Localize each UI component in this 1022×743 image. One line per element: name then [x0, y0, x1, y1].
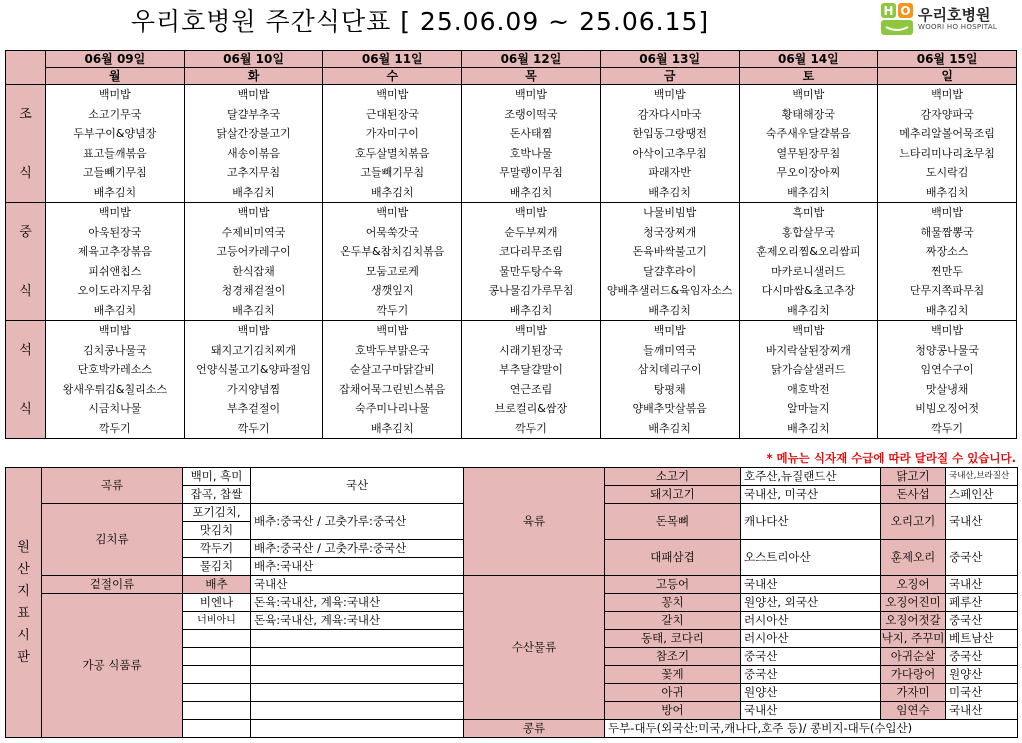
meat-origin: 캐나다산 — [741, 504, 881, 540]
menu-item: 마카로니샐러드 — [771, 264, 846, 278]
menu-item: 아삭이고추무침 — [632, 146, 707, 160]
hospital-logo — [880, 2, 1020, 42]
menu-item: 새송이볶음 — [226, 146, 281, 160]
day-menu — [462, 85, 601, 203]
seafood-origin: 국내산 — [741, 576, 881, 594]
menu-item: 바지락살된장찌개 — [765, 343, 851, 357]
seafood-item: 고등어 — [605, 576, 741, 594]
seafood-item-b: 낙지, 주꾸미 — [881, 630, 946, 648]
menu-item: 메추리알볼어묵조림 — [899, 127, 995, 140]
menu-item: 부추달걀말이 — [499, 363, 563, 376]
meat-origin-b: 국내산 — [946, 504, 1018, 540]
menu-item: 양배추맛살볶음 — [632, 402, 707, 415]
kimchi-category: 김치류 — [42, 504, 183, 576]
menu-item: 백미밥 — [515, 88, 547, 101]
menu-item: 백미밥 — [931, 88, 964, 101]
menu-item: 백미밥 — [237, 206, 270, 219]
menu-item: 닭가슴살샐러드 — [771, 363, 846, 376]
menu-item: 배추김치 — [232, 185, 275, 199]
day-weekday: 수 — [323, 68, 462, 85]
seafood-item: 꽁치 — [605, 594, 741, 612]
processed-origin-empty — [251, 648, 464, 666]
menu-item: 백미밥 — [98, 88, 131, 101]
seafood-item: 갈치 — [605, 612, 741, 630]
meal-row — [6, 321, 1017, 439]
menu-item: 두부구이&양념장 — [73, 127, 157, 140]
corner-cell — [6, 51, 46, 85]
origin-table — [5, 467, 1018, 738]
geotjeori-category: 겉절이류 — [42, 576, 183, 594]
kimchi-origin: 배추:국내산 — [251, 558, 464, 576]
menu-item: 나물비빔밥 — [643, 206, 697, 219]
svg-text:O: O — [900, 4, 911, 18]
menu-item: 백미밥 — [376, 206, 409, 219]
menu-item: 탕평채 — [653, 382, 686, 396]
menu-item: 코다리무조림 — [499, 245, 563, 258]
menu-item: 호박두부맑은국 — [355, 343, 430, 357]
menu-item: 청경채겉절이 — [221, 284, 286, 297]
menu-item: 배추김치 — [371, 185, 414, 199]
logo-mark-icon — [880, 2, 914, 36]
meat-item: 돈목뼈 — [605, 504, 741, 540]
menu-item: 어묵쑥갓국 — [365, 225, 419, 239]
page-title: 우리호병원 주간식단표 [ 25.06.09 ~ 25.06.15] — [130, 7, 710, 36]
processed-origin-empty — [251, 684, 464, 702]
menu-item: 배추김치 — [787, 185, 830, 199]
day-menu — [46, 85, 185, 203]
seafood-item-b: 가자미 — [881, 684, 946, 702]
menu-item: 단호박카레소스 — [77, 363, 153, 376]
menu-item: 느타리미나리초무침 — [899, 146, 995, 160]
processed-item-empty — [183, 666, 251, 684]
menu-item: 배추김치 — [93, 303, 137, 317]
day-menu — [739, 85, 878, 203]
day-weekday: 목 — [462, 68, 601, 85]
kimchi-item: 깍두기 — [183, 540, 251, 558]
meat-origin: 국내산, 미국산 — [741, 486, 881, 504]
menu-item: 백미밥 — [653, 88, 686, 101]
menu-item: 왕새우튀김&칠리소스 — [62, 382, 167, 396]
menu-item: 백미밥 — [237, 324, 270, 337]
day-menu — [600, 203, 739, 321]
seafood-origin-b: 페루산 — [946, 594, 1018, 612]
processed-origin-empty — [251, 720, 464, 738]
kimchi-origin: 배추:중국산 / 고춧가루:중국산 — [251, 540, 464, 558]
seafood-origin: 원양산, 외국산 — [741, 594, 881, 612]
day-date: 06월 11일 — [323, 51, 462, 68]
meat-origin-b: 스페인산 — [946, 486, 1018, 504]
grain-category: 곡류 — [42, 468, 183, 504]
menu-item: 백미밥 — [931, 324, 964, 337]
meat-item-b: 닭고기 — [881, 468, 946, 486]
menu-item: 해물짬뽕국 — [920, 225, 974, 239]
day-date: 06월 12일 — [462, 51, 601, 68]
seafood-item-b: 오징어진미 — [881, 594, 946, 612]
menu-item: 백미밥 — [515, 206, 547, 219]
menu-item: 콩나물김가루무침 — [488, 284, 574, 297]
menu-item: 깍두기 — [376, 303, 409, 317]
menu-item: 임연수구이 — [920, 363, 974, 376]
svg-text:H: H — [883, 4, 894, 18]
menu-item: 백미밥 — [792, 88, 825, 101]
menu-item: 배추김치 — [509, 185, 553, 199]
day-menu — [739, 203, 878, 321]
menu-item: 소고기무국 — [88, 107, 142, 121]
menu-item: 숙주미나리나물 — [355, 402, 430, 415]
grain-items: 백미, 흑미 — [183, 468, 251, 486]
menu-item: 들깨미역국 — [643, 343, 697, 357]
processed-item: 비엔나 — [183, 594, 251, 612]
menu-item: 연근조림 — [509, 382, 553, 396]
kimchi-origin: 배추:중국산 / 고춧가루:중국산 — [251, 504, 464, 540]
meal-label: 조 식 — [6, 85, 46, 203]
day-weekday: 금 — [600, 68, 739, 85]
day-weekday: 월 — [46, 68, 185, 85]
menu-item: 백미밥 — [653, 324, 686, 337]
menu-item: 순살고구마닭갈비 — [349, 363, 435, 376]
menu-item: 찐만두 — [931, 264, 964, 278]
day-menu — [323, 85, 462, 203]
menu-item: 단무지쪽파무침 — [909, 284, 985, 297]
day-menu — [323, 321, 462, 439]
grain-origin: 국산 — [251, 468, 464, 504]
day-date: 06월 09일 — [46, 51, 185, 68]
meal-row — [6, 85, 1017, 203]
menu-item: 물만두탕수육 — [499, 264, 563, 278]
menu-item: 언양식불고기&양파절임 — [196, 363, 311, 376]
menu-item: 닭살간장불고기 — [216, 127, 291, 140]
menu-item: 생깻잎지 — [371, 284, 414, 297]
seafood-category: 수산물류 — [464, 576, 605, 720]
menu-item: 돼지고기김치찌개 — [211, 343, 297, 357]
menu-item: 삼치데리구이 — [637, 363, 702, 376]
menu-item: 배추김치 — [93, 185, 137, 199]
menu-item: 가지양념찜 — [226, 382, 281, 396]
menu-item: 백미밥 — [792, 324, 825, 337]
origin-side-label: 원 산 지 표 시 판 — [6, 468, 42, 738]
menu-item: 깍두기 — [98, 421, 131, 435]
processed-origin: 돈육:국내산, 계육:국내산 — [251, 594, 464, 612]
seafood-item-b: 오징어젓갈 — [881, 612, 946, 630]
processed-item-empty — [183, 720, 251, 738]
day-menu — [878, 203, 1017, 321]
meat-item-b: 훈제오리 — [881, 540, 946, 576]
menu-item: 배추김치 — [648, 185, 691, 199]
menu-item: 배추김치 — [925, 185, 969, 199]
kimchi-item: 물김치 — [183, 558, 251, 576]
meat-origin-b: 중국산 — [946, 540, 1018, 576]
menu-item: 김치콩나물국 — [82, 343, 147, 357]
seafood-origin: 중국산 — [741, 648, 881, 666]
day-menu — [184, 321, 323, 439]
processed-item-empty — [183, 630, 251, 648]
processed-item-empty — [183, 684, 251, 702]
day-menu — [600, 85, 739, 203]
menu-item: 고들빼기무침 — [360, 166, 425, 179]
menu-item: 청양콩나물국 — [915, 343, 979, 357]
menu-item: 짜장소스 — [925, 245, 969, 258]
menu-item: 백미밥 — [376, 324, 409, 337]
menu-item: 고추지무침 — [226, 166, 281, 179]
seafood-origin-b: 원양산 — [946, 666, 1018, 684]
menu-item: 백미밥 — [376, 88, 409, 101]
geotjeori-origin: 국내산 — [251, 576, 464, 594]
menu-item: 한식잡채 — [232, 264, 275, 278]
menu-item: 온두부&참치김치볶음 — [340, 245, 445, 258]
day-menu — [600, 321, 739, 439]
menu-item: 비빔오징어젓 — [915, 402, 979, 415]
menu-item: 숙주새우달걀볶음 — [765, 127, 851, 140]
menu-item: 돈사태찜 — [509, 127, 553, 140]
processed-origin-empty — [251, 666, 464, 684]
meat-item-b: 돈사섭 — [881, 486, 946, 504]
menu-item: 양배추샐러드&육임자소스 — [606, 284, 733, 297]
day-menu — [878, 321, 1017, 439]
menu-item: 황태해장국 — [781, 107, 835, 121]
menu-item: 백미밥 — [98, 206, 131, 219]
menu-item: 고등어카레구이 — [216, 245, 291, 258]
day-menu — [46, 203, 185, 321]
seafood-origin: 원양산 — [741, 684, 881, 702]
menu-item: 깍두기 — [931, 421, 964, 435]
day-date: 06월 14일 — [739, 51, 878, 68]
day-menu — [462, 321, 601, 439]
seafood-item-b: 가다랑어 — [881, 666, 946, 684]
day-date: 06월 15일 — [878, 51, 1017, 68]
meat-category: 육류 — [464, 468, 605, 576]
day-menu — [323, 203, 462, 321]
menu-item: 맛살냉채 — [925, 382, 969, 396]
menu-item: 오이도라지무침 — [77, 284, 153, 297]
processed-item-empty — [183, 702, 251, 720]
kimchi-item: 포기김치, — [183, 504, 251, 522]
menu-item: 피쉬앤칩스 — [88, 264, 142, 278]
menu-item: 조랭이떡국 — [504, 107, 558, 121]
menu-item: 훈제오리찜&오리쌈피 — [756, 245, 861, 258]
menu-item: 흑미밥 — [792, 206, 825, 219]
menu-item: 무오이장아찌 — [776, 166, 841, 179]
menu-notice: * 메뉴는 식자재 수급에 따라 달라질 수 있습니다. — [766, 451, 1016, 465]
meat-origin: 호주산,뉴질랜드산 — [741, 468, 881, 486]
seafood-origin-b: 국내산 — [946, 576, 1018, 594]
menu-item: 배추김치 — [232, 303, 275, 317]
menu-item: 시래기된장국 — [499, 343, 563, 357]
menu-item: 달걀후라이 — [643, 264, 697, 278]
menu-item: 다시마쌈&초고추장 — [761, 284, 856, 297]
seafood-item: 동태, 코다리 — [605, 630, 741, 648]
menu-item: 알마늘지 — [787, 402, 830, 415]
menu-item: 파래자반 — [648, 166, 691, 179]
day-weekday: 화 — [184, 68, 323, 85]
menu-item: 순두부찌개 — [504, 225, 558, 239]
seafood-item: 꽃게 — [605, 666, 741, 684]
menu-item: 청국장찌개 — [643, 225, 697, 239]
seafood-origin: 국내산 — [741, 702, 881, 720]
day-date: 06월 13일 — [600, 51, 739, 68]
meat-item: 돼지고기 — [605, 486, 741, 504]
menu-item: 열무된장무침 — [776, 146, 841, 160]
menu-item: 아욱된장국 — [88, 225, 142, 239]
menu-item: 백미밥 — [237, 88, 270, 101]
seafood-item-b: 오징어 — [881, 576, 946, 594]
menu-item: 표고들깨볶음 — [82, 146, 147, 160]
menu-item: 근대된장국 — [365, 107, 419, 121]
menu-item: 배추김치 — [925, 303, 969, 317]
menu-item: 호두살멸치볶음 — [355, 146, 430, 160]
menu-item: 호박나물 — [509, 146, 553, 160]
seafood-item-b: 아귀순살 — [881, 648, 946, 666]
day-menu — [184, 203, 323, 321]
day-menu — [739, 321, 878, 439]
day-menu — [184, 85, 323, 203]
seafood-origin-b: 국내산 — [946, 702, 1018, 720]
menu-item: 한입동그랑땡전 — [632, 127, 707, 140]
meal-row — [6, 203, 1017, 321]
beans-origin: 두부-대두(외국산:미국,캐나다,호주 등)/ 콩비지-대두(수입산) — [605, 720, 1018, 738]
menu-item: 배추김치 — [371, 421, 414, 435]
processed-category: 가공 식품류 — [42, 594, 183, 738]
processed-origin-empty — [251, 630, 464, 648]
menu-item: 백미밥 — [515, 324, 547, 337]
day-date: 06월 10일 — [184, 51, 323, 68]
menu-item: 달걀부추국 — [226, 107, 281, 121]
processed-origin-empty — [251, 702, 464, 720]
menu-item: 브로컬리&쌈장 — [494, 402, 568, 415]
menu-item: 백미밥 — [931, 206, 964, 219]
day-menu — [46, 321, 185, 439]
menu-item: 돈육바싹불고기 — [632, 245, 707, 258]
seafood-origin-b: 중국산 — [946, 612, 1018, 630]
day-menu — [462, 203, 601, 321]
meal-label: 석 식 — [6, 321, 46, 439]
menu-item: 배추김치 — [648, 421, 691, 435]
menu-item: 고들빼기무침 — [82, 166, 147, 179]
menu-item: 수제비미역국 — [221, 225, 286, 239]
menu-item: 홍합살무국 — [781, 225, 835, 239]
geotjeori-item: 배추 — [183, 576, 251, 594]
weekly-menu-table — [5, 50, 1017, 439]
meat-origin: 오스트리아산 — [741, 540, 881, 576]
meat-item-b: 오리고기 — [881, 504, 946, 540]
processed-origin: 돈육:국내산, 계육:국내산 — [251, 612, 464, 630]
meat-item: 대패삼겹 — [605, 540, 741, 576]
menu-item: 배추김치 — [787, 303, 830, 317]
seafood-item: 참조기 — [605, 648, 741, 666]
menu-item: 감자다시마국 — [637, 107, 702, 121]
menu-item: 도시락김 — [925, 166, 969, 179]
seafood-item: 아귀 — [605, 684, 741, 702]
seafood-origin: 러시아산 — [741, 630, 881, 648]
beans-category: 콩류 — [464, 720, 605, 738]
day-weekday: 일 — [878, 68, 1017, 85]
meat-origin-b: 국내산,브라질산 — [946, 468, 1018, 486]
processed-item: 너비아니 — [183, 612, 251, 630]
logo-subtext: WOORI HO HOSPITAL — [918, 23, 998, 31]
logo-text: 우리호병원 — [918, 6, 991, 24]
seafood-origin: 러시아산 — [741, 612, 881, 630]
menu-item: 배추김치 — [648, 303, 691, 317]
menu-item: 부추겉절이 — [226, 402, 281, 415]
menu-item: 깍두기 — [515, 421, 547, 435]
day-weekday: 토 — [739, 68, 878, 85]
menu-item: 애호박전 — [787, 382, 830, 396]
menu-item: 시금치나물 — [88, 402, 142, 415]
seafood-origin-b: 베트남산 — [946, 630, 1018, 648]
seafood-origin-b: 미국산 — [946, 684, 1018, 702]
seafood-origin-b: 중국산 — [946, 648, 1018, 666]
menu-item: 깍두기 — [237, 421, 270, 435]
meal-label: 중 식 — [6, 203, 46, 321]
day-menu — [878, 85, 1017, 203]
meat-item: 소고기 — [605, 468, 741, 486]
menu-item: 배추김치 — [787, 421, 830, 435]
menu-item: 무말랭이무침 — [499, 166, 563, 179]
processed-item-empty — [183, 648, 251, 666]
menu-item: 배추김치 — [509, 303, 553, 317]
seafood-item-b: 임연수 — [881, 702, 946, 720]
menu-item: 백미밥 — [98, 324, 131, 337]
seafood-origin: 중국산 — [741, 666, 881, 684]
kimchi-item-2: 맛김치 — [183, 522, 251, 540]
menu-item: 잡채어묵그린빈스볶음 — [339, 382, 446, 396]
menu-item: 감자양파국 — [920, 107, 974, 121]
menu-item: 가자미구이 — [365, 127, 419, 140]
seafood-item: 방어 — [605, 702, 741, 720]
grain-items-2: 잡곡, 찹쌀 — [183, 486, 251, 504]
menu-item: 모둠고로케 — [365, 264, 419, 278]
menu-item: 제육고추장볶음 — [77, 245, 153, 258]
